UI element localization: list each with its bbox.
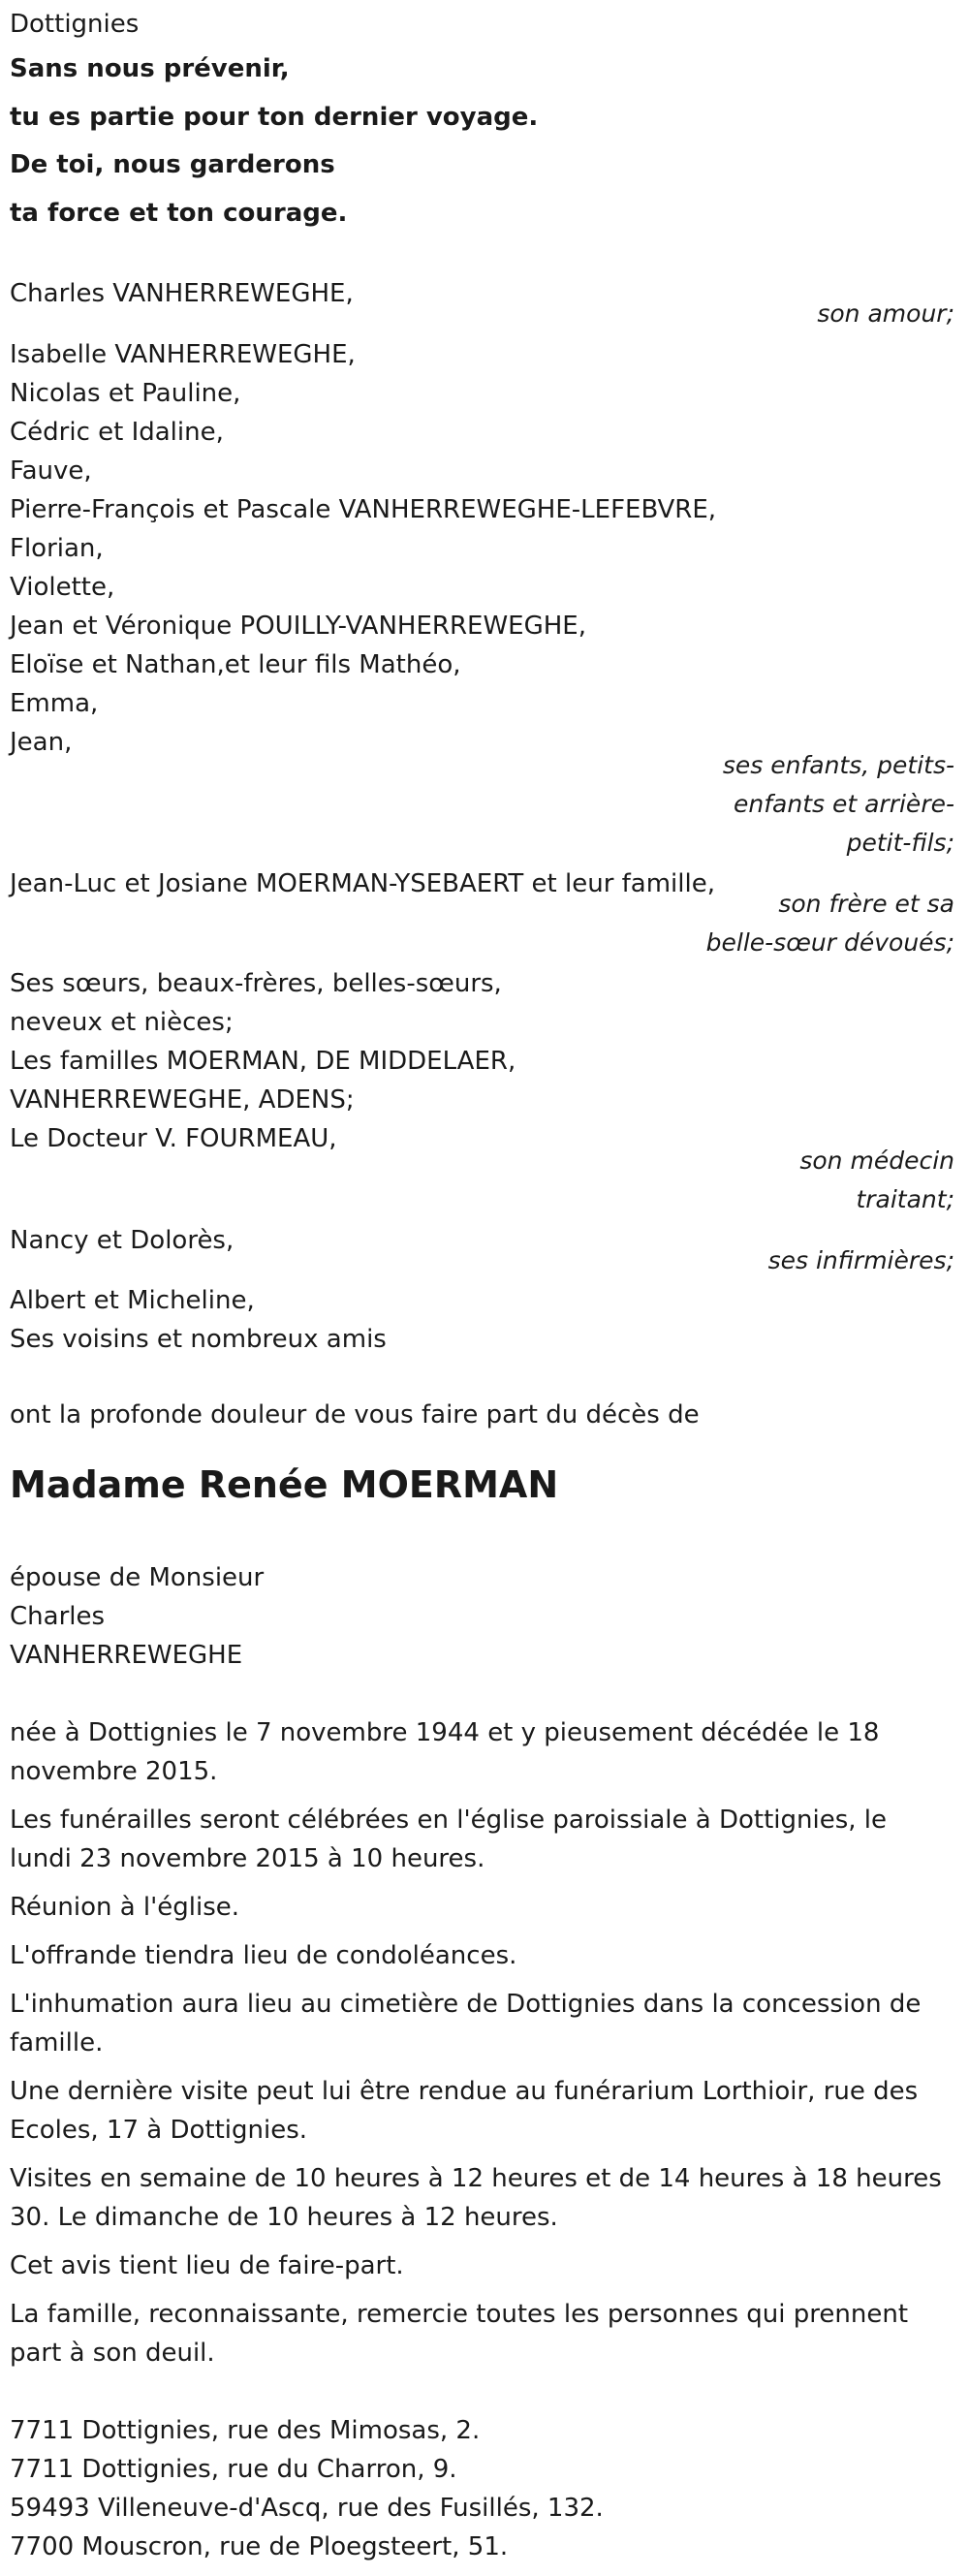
- family-member: Fauve,: [10, 456, 92, 486]
- friends-line: Ses voisins et nombreux amis: [10, 1325, 387, 1354]
- friends-line: Albert et Micheline,: [10, 1286, 255, 1315]
- family-member: neveux et nièces;: [10, 1008, 234, 1037]
- family-member: Jean,: [10, 728, 73, 757]
- paragraph: Réunion à l'église.: [10, 1893, 240, 1922]
- family-member: Isabelle VANHERREWEGHE,: [10, 340, 356, 369]
- family-member: Florian,: [10, 534, 104, 563]
- address-line: 7711 Dottignies, rue des Mimosas, 2.: [10, 2416, 481, 2445]
- family-member: Emma,: [10, 689, 99, 718]
- paragraph: L'inhumation aura lieu au cimetière de Dottignies dans la concession de famille.: [10, 1990, 922, 2058]
- family-member: Cédric et Idaline,: [10, 418, 224, 447]
- family-member: Violette,: [10, 573, 115, 602]
- doctor-role: traitant;: [856, 1185, 954, 1213]
- paragraph: Une dernière visite peut lui être rendue au funérarium Lorthioir, rue des Ecoles, 17 à Dottignies.: [10, 2077, 919, 2145]
- doctor-name: Le Docteur V. FOURMEAU,: [10, 1124, 337, 1153]
- paragraph: Les funérailles seront célébrées en l'église paroissiale à Dottignies, le lundi 23 novembre 2015 à 10 heures.: [10, 1806, 887, 1873]
- announcement-text: ont la profonde douleur de vous faire part du décès de: [10, 1400, 700, 1429]
- paragraph: née à Dottignies le 7 novembre 1944 et y pieusement décédée le 18 novembre 2015.: [10, 1718, 880, 1786]
- spouse-role: son amour;: [817, 299, 954, 328]
- brother-role: belle-sœur dévoués;: [705, 928, 954, 957]
- children-role: enfants et arrière-: [734, 790, 954, 818]
- spouse-of-line: VANHERREWEGHE: [10, 1641, 243, 1670]
- family-member: Les familles MOERMAN, DE MIDDELAER,: [10, 1047, 516, 1076]
- children-role: ses enfants, petits-: [722, 751, 954, 779]
- family-member: Pierre-François et Pascale VANHERREWEGHE-LEFEBVRE,: [10, 495, 717, 524]
- spouse-name: Charles VANHERREWEGHE,: [10, 279, 354, 308]
- city-label: Dottignies: [10, 10, 140, 39]
- poem-line: Sans nous prévenir,: [10, 54, 290, 83]
- family-member: VANHERREWEGHE, ADENS;: [10, 1085, 355, 1115]
- paragraph: La famille, reconnaissante, remercie toutes les personnes qui prennent part à son deuil.: [10, 2300, 909, 2368]
- doctor-role: son médecin: [799, 1147, 954, 1175]
- brother-name: Jean-Luc et Josiane MOERMAN-YSEBAERT et leur famille,: [10, 869, 715, 898]
- spouse-of-line: épouse de Monsieur: [10, 1563, 265, 1592]
- family-member: Eloïse et Nathan,et leur fils Mathéo,: [10, 650, 461, 679]
- nurses-name: Nancy et Dolorès,: [10, 1226, 234, 1255]
- poem-line: De toi, nous garderons: [10, 150, 335, 179]
- nurses-role: ses infirmières;: [767, 1246, 954, 1274]
- spouse-of-line: Charles: [10, 1602, 106, 1631]
- paragraph: L'offrande tiendra lieu de condoléances.: [10, 1941, 517, 1970]
- poem-line: tu es partie pour ton dernier voyage.: [10, 103, 539, 132]
- children-role: petit-fils;: [846, 829, 954, 857]
- deceased-name: Madame Renée MOERMAN: [10, 1463, 559, 1506]
- poem-line: ta force et ton courage.: [10, 199, 348, 228]
- brother-role: son frère et sa: [778, 890, 954, 918]
- address-line: 7700 Mouscron, rue de Ploegsteert, 51.: [10, 2532, 509, 2561]
- family-member: Ses sœurs, beaux-frères, belles-sœurs,: [10, 969, 502, 998]
- paragraph: Visites en semaine de 10 heures à 12 heures et de 14 heures à 18 heures 30. Le dimanche de 10 heures à 12 heures.: [10, 2164, 942, 2232]
- family-member: Nicolas et Pauline,: [10, 379, 241, 408]
- address-line: 59493 Villeneuve-d'Ascq, rue des Fusillés, 132.: [10, 2494, 604, 2523]
- family-member: Jean et Véronique POUILLY-VANHERREWEGHE,: [10, 612, 586, 641]
- address-line: 7711 Dottignies, rue du Charron, 9.: [10, 2455, 457, 2484]
- paragraph: Cet avis tient lieu de faire-part.: [10, 2251, 404, 2280]
